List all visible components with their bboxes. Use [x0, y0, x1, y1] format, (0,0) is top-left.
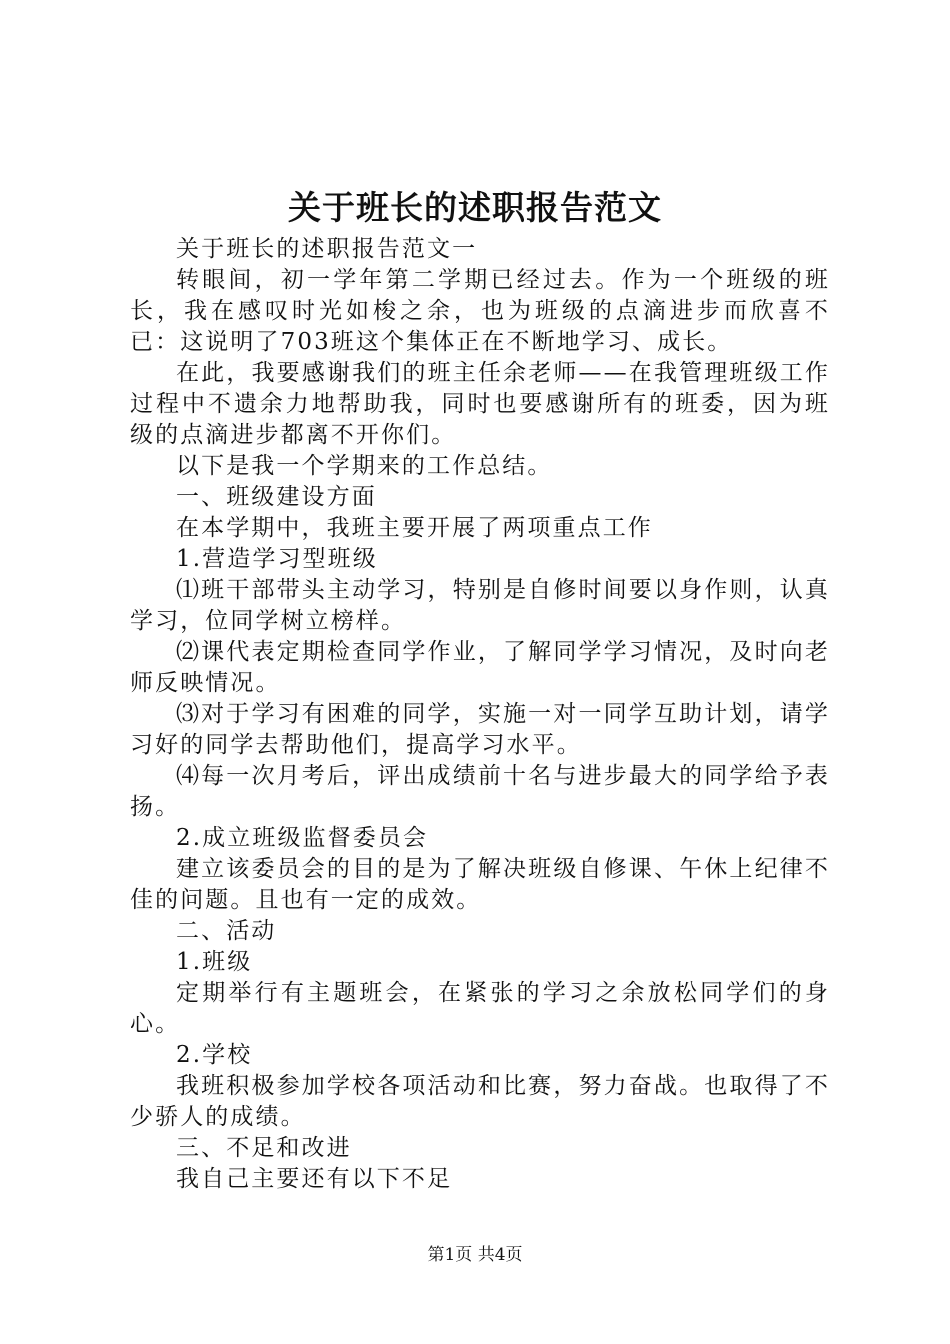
- list-item: ⑷每一次月考后，评出成绩前十名与进步最大的同学给予表扬。: [130, 763, 830, 820]
- paragraph: 我班积极参加学校各项活动和比赛，努力奋战。也取得了不少骄人的成绩。: [130, 1073, 830, 1130]
- paragraph: 在本学期中，我班主要开展了两项重点工作: [176, 515, 653, 541]
- subsection-heading: 1.营造学习型班级: [176, 546, 378, 572]
- list-item: ⑴班干部带头主动学习，特别是自修时间要以身作则，认真学习，位同学树立榜样。: [130, 577, 830, 634]
- section-heading: 一、班级建设方面: [176, 484, 377, 510]
- paragraph: 我自己主要还有以下不足: [176, 1166, 453, 1192]
- paragraph: 定期举行有主题班会，在紧张的学习之余放松同学们的身心。: [130, 980, 830, 1037]
- paragraph: 在此，我要感谢我们的班主任余老师——在我管理班级工作过程中不遗余力地帮助我，同时也要感谢所有的班委，因为班级的点滴进步都离不开你们。: [130, 360, 830, 448]
- list-item: ⑶对于学习有困难的同学，实施一对一同学互助计划，请学习好的同学去帮助他们，提高学习水平。: [130, 701, 830, 758]
- paragraph: 建立该委员会的目的是为了解决班级自修课、午休上纪律不佳的问题。且也有一定的成效。: [130, 856, 830, 913]
- subsection-heading: 2.成立班级监督委员会: [176, 825, 429, 851]
- list-item: ⑵课代表定期检查同学作业，了解同学学习情况，及时向老师反映情况。: [130, 639, 830, 696]
- section-heading: 三、不足和改进: [176, 1135, 352, 1161]
- subsection-heading: 1.班级: [176, 949, 253, 975]
- section-heading: 二、活动: [176, 918, 277, 944]
- document-body: [130, 234, 830, 1195]
- paragraph: 转眼间，初一学年第二学期已经过去。作为一个班级的班长，我在感叹时光如梭之余，也为班级的点滴进步而欣喜不已：这说明了703班这个集体正在不断地学习、成长。: [130, 267, 830, 355]
- page-number-footer: 第1页 共4页: [427, 1245, 523, 1265]
- document-title: 关于班长的述职报告范文: [288, 188, 662, 227]
- subsection-heading: 2.学校: [176, 1042, 253, 1068]
- paragraph: 以下是我一个学期来的工作总结。: [176, 453, 553, 479]
- paragraph-subtitle: 关于班长的述职报告范文一: [176, 236, 478, 262]
